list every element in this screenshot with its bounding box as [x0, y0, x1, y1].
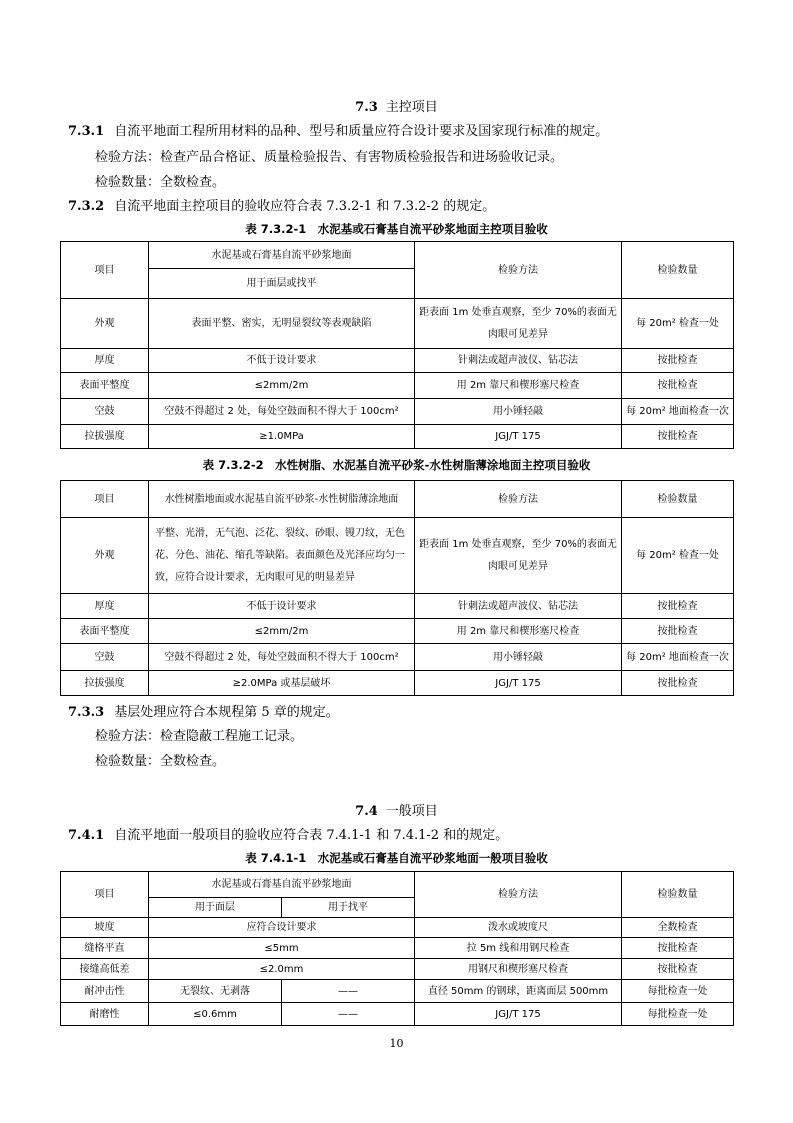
clause-7-3-2: 7.3.2 自流平地面主控项目的验收应符合表 7.3.2-1 和 7.3.2-2 的规定。	[68, 199, 496, 214]
clause-7-3-3-quantity: 检验数量：全数检查。	[95, 754, 226, 769]
table-row: 空鼓 空鼓不得超过 2 处，每处空鼓面积不得大于 100cm² 用小锤轻敲 每 20m² 地面检查一次	[61, 644, 734, 671]
table-row: 耐磨性 ≤0.6mm —— JGJ/T 175 每批检查一处	[61, 1003, 734, 1026]
clause-7-3-3: 7.3.3 基层处理应符合本规程第 5 章的规定。	[68, 705, 339, 720]
header-item: 项目	[61, 481, 149, 518]
table-row: 坡度 应符合设计要求 泼水或坡度尺 全数检查	[61, 918, 734, 938]
table-7-3-2-1	[60, 241, 734, 449]
table-row: 空鼓 空鼓不得超过 2 处，每处空鼓面积不得大于 100cm² 用小锤轻敲 每 20m² 地面检查一次	[61, 399, 734, 425]
clause-7-4-1: 7.4.1 自流平地面一般项目的验收应符合表 7.4.1-1 和 7.4.1-2 和的规定。	[68, 828, 509, 843]
table-7-3-2-2	[60, 480, 734, 696]
header-method: 检验方法	[415, 872, 622, 918]
table-caption: 表 7.3.2-1 水泥基或石膏基自流平砂浆地面主控项目验收	[245, 222, 548, 236]
header-method: 检验方法	[415, 481, 622, 518]
section-heading-7-3: 7.3 主控项目	[355, 100, 438, 115]
table-row: 缝格平直 ≤5mm 拉 5m 线和用钢尺检查 按批检查	[61, 938, 734, 959]
table-caption: 表 7.4.1-1 水泥基或石膏基自流平砂浆地面一般项目验收	[245, 851, 548, 865]
table-7-4-1-1	[60, 871, 734, 1026]
table-row: 接缝高低差 ≤2.0mm 用钢尺和楔形塞尺检查 按批检查	[61, 959, 734, 980]
table-row: 表面平整度 ≤2mm/2m 用 2m 靠尺和楔形塞尺检查 按批检查	[61, 619, 734, 644]
header-method: 检验方法	[415, 242, 622, 299]
table-row: 厚度 不低于设计要求 针刺法或超声波仪、钻芯法 按批检查	[61, 594, 734, 619]
table-row: 拉拔强度 ≥1.0MPa JGJ/T 175 按批检查	[61, 425, 734, 449]
clause-7-3-1-method: 检验方法：检查产品合格证、质量检验报告、有害物质检验报告和进场验收记录。	[95, 150, 564, 165]
table-row: 外观 表面平整、密实，无明显裂纹等表观缺陷 距表面 1m 处垂直观察，至少 70%的表面无肉眼可见差异 每 20m² 检查一处	[61, 299, 734, 349]
table-row: 表面平整度 ≤2mm/2m 用 2m 靠尺和楔形塞尺检查 按批检查	[61, 373, 734, 399]
header-quantity: 检验数量	[622, 872, 734, 918]
header-subtype-leveling: 用于找平	[282, 898, 415, 918]
table-row: 耐冲击性 无裂纹、无剥落 —— 直径 50mm 的钢球，距离面层 500mm 每批检查一处	[61, 980, 734, 1003]
header-subtype-surface: 用于面层	[149, 898, 282, 918]
header-item: 项目	[61, 242, 149, 299]
header-type: 水泥基或石膏基自流平砂浆地面	[149, 872, 415, 898]
section-heading-7-4: 7.4 一般项目	[355, 804, 438, 819]
header-item: 项目	[61, 872, 149, 918]
table-row: 拉拔强度 ≥2.0MPa 或基层破坏 JGJ/T 175 按批检查	[61, 671, 734, 696]
header-quantity: 检验数量	[622, 481, 734, 518]
table-caption: 表 7.3.2-2 水性树脂、水泥基自流平砂浆-水性树脂薄涂地面主控项目验收	[202, 458, 591, 472]
clause-7-3-1: 7.3.1 自流平地面工程所用材料的品种、型号和质量应符合设计要求及国家现行标准的规定。	[68, 124, 609, 139]
table-row: 厚度 不低于设计要求 针刺法或超声波仪、钻芯法 按批检查	[61, 349, 734, 373]
header-type: 水性树脂地面或水泥基自流平砂浆-水性树脂薄涂地面	[149, 481, 415, 518]
clause-7-3-3-method: 检验方法：检查隐蔽工程施工记录。	[95, 729, 304, 744]
header-type: 水泥基或石膏基自流平砂浆地面	[149, 242, 415, 269]
page-number: 10	[389, 1037, 404, 1050]
header-quantity: 检验数量	[622, 242, 734, 299]
clause-7-3-1-quantity: 检验数量：全数检查。	[95, 175, 226, 190]
table-row: 外观 平整、光滑，无气泡、泛花、裂纹、砂眼、镘刀纹，无色花、分色、油花、缩孔等缺陷。表面颜色及光泽应均匀一致，应符合设计要求，无肉眼可见的明显差异 距表面 1m 处垂直观察，至少 70%的表面无肉眼可见差异 每 20m² 检查一处	[61, 518, 734, 594]
header-subtype: 用于面层或找平	[149, 269, 415, 299]
